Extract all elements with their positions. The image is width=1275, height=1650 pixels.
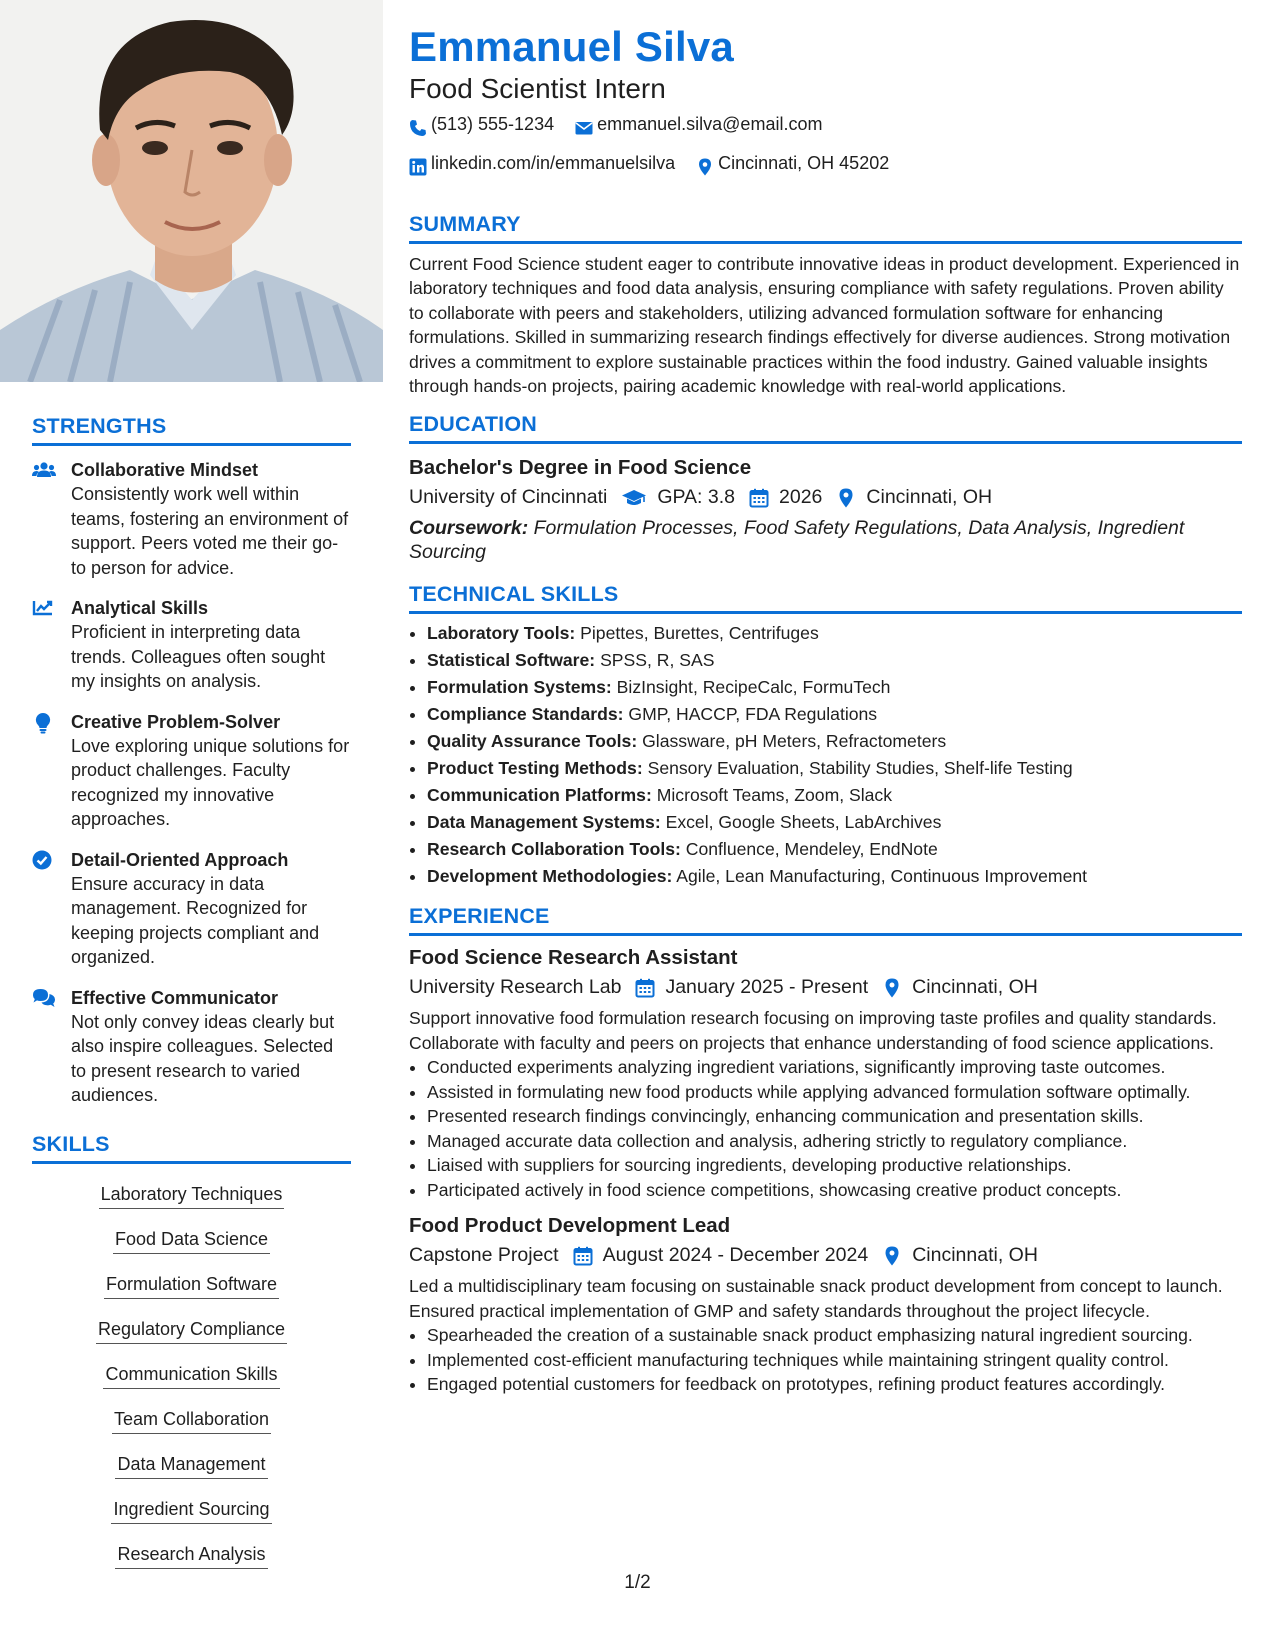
candidate-role: Food Scientist Intern xyxy=(409,73,666,104)
strength-desc: Love exploring unique solutions for product challenges. Faculty recognized my innovative approaches. xyxy=(71,735,350,829)
job-title: Food Science Research Assistant xyxy=(409,946,738,970)
tech-skill-label: Product Testing Methods: xyxy=(427,758,643,779)
job-bullet: • Conducted experiments analyzing ingredient variations, significantly improving taste outcomes. xyxy=(427,1055,1242,1080)
tech-skill-item xyxy=(427,728,1242,755)
skill-tag: Data Management xyxy=(115,1444,267,1479)
tech-skill-item xyxy=(427,836,1242,863)
comments-icon xyxy=(32,988,56,1008)
coursework-label: Coursework: xyxy=(409,517,529,540)
phone-contact[interactable] xyxy=(409,108,554,140)
strength-title: Creative Problem-Solver xyxy=(71,711,281,732)
job-meta xyxy=(409,972,1242,1002)
tech-skill-item xyxy=(427,701,1242,728)
tech-skill-label: Data Management Systems: xyxy=(427,812,661,833)
education-section xyxy=(409,412,1242,564)
experience-section xyxy=(409,904,1242,1396)
tech-skill-label: Development Methodologies: xyxy=(427,866,673,887)
calendar-icon xyxy=(635,977,655,997)
education-heading: EDUCATION xyxy=(409,412,1242,444)
job-dates: January 2025 - Present xyxy=(665,976,869,999)
gpa-text: GPA: 3.8 xyxy=(657,486,736,509)
job-dates: August 2024 - December 2024 xyxy=(602,1244,869,1267)
users-icon xyxy=(32,460,56,480)
strength-item xyxy=(32,986,351,1108)
job-bullet: • Liaised with suppliers for sourcing ingredients, developing productive relationships. xyxy=(427,1153,1242,1178)
technical-skills-section xyxy=(409,582,1242,890)
tech-skill-value: Excel, Google Sheets, LabArchives xyxy=(665,812,942,833)
job-bullet: • Spearheaded the creation of a sustainable snack product emphasizing natural ingredient sourcing. xyxy=(427,1323,1242,1348)
strength-item xyxy=(32,458,351,580)
linkedin-contact[interactable] xyxy=(409,147,675,179)
school-name: University of Cincinnati xyxy=(409,486,608,509)
skills-section xyxy=(0,1132,383,1579)
job-title: Food Product Development Lead xyxy=(409,1214,731,1238)
summary-heading: SUMMARY xyxy=(409,212,1242,244)
tech-skill-item xyxy=(427,863,1242,890)
right-column xyxy=(409,22,1242,1397)
phone-icon xyxy=(409,115,427,133)
email-contact[interactable] xyxy=(575,108,822,140)
profile-photo xyxy=(0,0,383,382)
job-bullet: • Presented research findings convincingly, enhancing communication and presentation skills. xyxy=(427,1104,1242,1129)
job-entry xyxy=(409,944,1242,1202)
check-circle-icon xyxy=(32,850,56,870)
job-location: Cincinnati, OH xyxy=(912,1244,1038,1267)
tech-skill-item xyxy=(427,809,1242,836)
tech-skill-value: Confluence, Mendeley, EndNote xyxy=(685,839,938,860)
map-pin-icon xyxy=(836,487,856,507)
tech-skill-item xyxy=(427,647,1242,674)
skill-tag: Laboratory Techniques xyxy=(99,1174,285,1209)
job-bullet: • Assisted in formulating new food products while applying advanced formulation software optimally. xyxy=(427,1080,1242,1105)
strength-desc: Proficient in interpreting data trends. Colleagues often sought my insights on analysis. xyxy=(71,622,326,691)
strength-title: Effective Communicator xyxy=(71,987,279,1008)
strength-title: Detail-Oriented Approach xyxy=(71,849,289,870)
technical-skills-list xyxy=(409,620,1242,890)
job-bullet: • Engaged potential customers for feedback on prototypes, refining product features accordingly. xyxy=(427,1372,1242,1397)
job-bullets xyxy=(409,1323,1242,1397)
linkedin-text: linkedin.com/in/emmanuelsilva xyxy=(431,153,676,173)
calendar-icon xyxy=(749,487,769,507)
tech-skill-item xyxy=(427,620,1242,647)
skill-tag: Food Data Science xyxy=(113,1219,270,1254)
page-number: 1/2 xyxy=(624,1572,651,1593)
skill-list xyxy=(32,1174,351,1579)
tech-skill-value: Agile, Lean Manufacturing, Continuous Improvement xyxy=(676,866,1088,887)
candidate-name: Emmanuel Silva xyxy=(409,23,734,70)
skill-tag: Research Analysis xyxy=(115,1534,267,1569)
chart-line-icon xyxy=(32,598,56,618)
strengths-heading: STRENGTHS xyxy=(32,414,351,446)
lightbulb-icon xyxy=(32,712,56,732)
map-pin-icon xyxy=(882,1245,902,1265)
tech-skill-item xyxy=(427,755,1242,782)
tech-skill-label: Compliance Standards: xyxy=(427,704,624,725)
tech-skill-value: Microsoft Teams, Zoom, Slack xyxy=(656,785,893,806)
strength-desc: Not only convey ideas clearly but also inspire colleagues. Selected to present research to varied audiences. xyxy=(71,1011,335,1105)
tech-skill-label: Communication Platforms: xyxy=(427,785,652,806)
tech-skill-item xyxy=(427,674,1242,701)
tech-skill-label: Statistical Software: xyxy=(427,650,596,671)
linkedin-icon xyxy=(409,154,427,172)
skill-tag: Team Collaboration xyxy=(112,1399,271,1434)
job-description: Support innovative food formulation research focusing on improving taste profiles and quality standards. Collaborate with faculty and peers on projects that enhance understanding of food science applications. xyxy=(409,1008,1217,1053)
summary-section xyxy=(409,212,1242,398)
strengths-section xyxy=(0,414,383,1108)
coursework-text: Formulation Processes, Food Safety Regulations, Data Analysis, Ingredient Sourcing xyxy=(409,517,1185,564)
map-pin-icon xyxy=(696,154,714,172)
skill-tag: Ingredient Sourcing xyxy=(111,1489,271,1524)
strength-item xyxy=(32,710,351,832)
strength-item xyxy=(32,848,351,970)
tech-skill-label: Quality Assurance Tools: xyxy=(427,731,638,752)
strength-desc: Consistently work well within teams, fostering an environment of support. Peers voted me their go-to person for advice. xyxy=(71,484,349,578)
tech-skill-label: Research Collaboration Tools: xyxy=(427,839,681,860)
degree-title: Bachelor's Degree in Food Science xyxy=(409,456,752,480)
tech-skill-value: Sensory Evaluation, Stability Studies, Shelf-life Testing xyxy=(647,758,1073,779)
skill-tag: Formulation Software xyxy=(104,1264,279,1299)
job-org: Capstone Project xyxy=(409,1244,559,1267)
contact-info xyxy=(409,108,1242,186)
envelope-icon xyxy=(575,115,593,133)
phone-text: (513) 555-1234 xyxy=(431,114,555,134)
location-text: Cincinnati, OH 45202 xyxy=(718,153,890,173)
coursework xyxy=(409,516,1242,564)
summary-text: Current Food Science student eager to contribute innovative ideas in product development. Experienced in laboratory techniques and food data analysis, ensuring compliance with safety regulations. Proven ability to collaborate with peers and stakeholders, utilizing advanced formulation software for enhancing formulations. Skilled in summarizing research findings effectively for diverse audiences. Strong motivation drives a commitment to explore sustainable practices within the food industry. Gained valuable insights through hands-on projects, pairing academic knowledge with real-world applications. xyxy=(409,254,1240,397)
tech-skill-value: BizInsight, RecipeCalc, FormuTech xyxy=(616,677,891,698)
job-description: Led a multidisciplinary team focusing on sustainable snack product development from concept to launch. Ensured practical implementation of GMP and safety standards throughout the project lifecycle. xyxy=(409,1276,1223,1321)
job-bullet: • Managed accurate data collection and analysis, adhering strictly to regulatory compliance. xyxy=(427,1129,1242,1154)
job-bullet: • Implemented cost-efficient manufacturing techniques while maintaining stringent quality control. xyxy=(427,1348,1242,1373)
strength-desc: Ensure accuracy in data management. Recognized for keeping projects compliant and organized. xyxy=(71,873,320,967)
email-text: emmanuel.silva@email.com xyxy=(597,114,823,134)
job-entry xyxy=(409,1212,1242,1396)
skill-tag: Regulatory Compliance xyxy=(96,1309,287,1344)
left-column xyxy=(0,0,383,1579)
location-contact xyxy=(696,147,889,179)
strength-title: Collaborative Mindset xyxy=(71,460,259,480)
education-location: Cincinnati, OH xyxy=(866,486,993,509)
strength-item xyxy=(32,596,351,694)
experience-heading: EXPERIENCE xyxy=(409,904,1242,936)
technical-skills-heading: TECHNICAL SKILLS xyxy=(409,582,1242,614)
graduation-cap-icon xyxy=(621,487,647,507)
strength-title: Analytical Skills xyxy=(71,598,209,618)
job-meta xyxy=(409,1240,1242,1270)
job-org: University Research Lab xyxy=(409,976,622,999)
tech-skill-label: Formulation Systems: xyxy=(427,677,612,698)
skill-tag: Communication Skills xyxy=(103,1354,279,1389)
tech-skill-value: Pipettes, Burettes, Centrifuges xyxy=(580,623,819,644)
job-bullet: • Participated actively in food science competitions, showcasing creative product concepts. xyxy=(427,1178,1242,1203)
tech-skill-value: SPSS, R, SAS xyxy=(600,650,715,671)
calendar-icon xyxy=(573,1245,593,1265)
map-pin-icon xyxy=(882,977,902,997)
tech-skill-value: Glassware, pH Meters, Refractometers xyxy=(642,731,947,752)
skills-heading: SKILLS xyxy=(32,1132,351,1164)
graduation-year: 2026 xyxy=(779,486,823,509)
job-bullets xyxy=(409,1055,1242,1202)
tech-skill-item xyxy=(427,782,1242,809)
education-meta xyxy=(409,482,1242,512)
job-location: Cincinnati, OH xyxy=(912,976,1038,999)
tech-skill-label: Laboratory Tools: xyxy=(427,623,576,644)
tech-skill-value: GMP, HACCP, FDA Regulations xyxy=(628,704,878,725)
